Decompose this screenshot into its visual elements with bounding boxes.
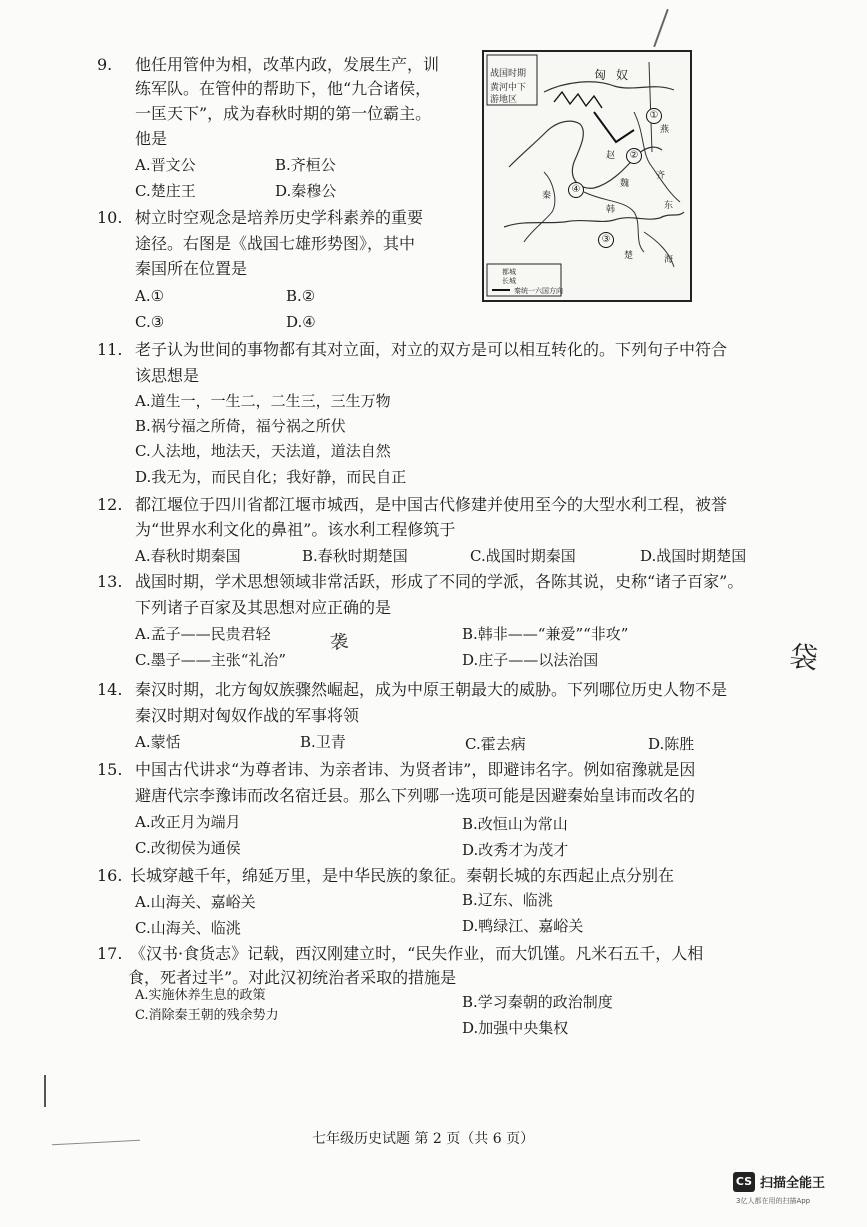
question-11-option-d: D.我无为，而民自化；我好静，而民自正 <box>135 468 407 486</box>
question-11-option-c: C.人法地，地法天，天法道，道法自然 <box>135 442 391 460</box>
map-label-qin: 秦 <box>542 191 552 201</box>
question-16-option-a: A.山海关、嘉峪关 <box>135 893 256 911</box>
handwritten-mark-xi: 袭 <box>328 630 350 655</box>
map-marker-4: ④ <box>568 182 584 198</box>
question-15-option-b: B.改恒山为常山 <box>462 815 568 833</box>
map-header-1: 战国 <box>490 69 509 79</box>
question-10-option-b: B.② <box>286 287 316 305</box>
question-9-option-b: B.齐桓公 <box>275 156 336 174</box>
question-15-line-1: 中国古代讲求“为尊者讳、为亲者讳、为贤者讳”，即避讳名字。例如宿豫就是因 <box>135 760 696 779</box>
warring-states-map <box>482 50 692 302</box>
question-15-option-d: D.改秀才为茂才 <box>462 841 569 859</box>
map-label-nu: 奴 <box>616 68 629 82</box>
map-label-hai: 海 <box>664 255 674 265</box>
question-12-option-b: B.春秋时期楚国 <box>302 547 408 565</box>
question-14-option-c: C.霍去病 <box>465 735 526 753</box>
question-11-option-a: A.道生一，一生二，二生三，三生万物 <box>135 392 391 410</box>
question-9-option-d: D.秦穆公 <box>275 182 337 200</box>
question-15-option-a: A.改正月为端月 <box>135 813 241 831</box>
scanner-logo-tagline: 3亿人都在用的扫描App <box>736 1197 811 1205</box>
scanner-logo-badge: CS <box>733 1172 755 1192</box>
map-label-zhao: 赵 <box>606 151 616 161</box>
question-17-option-a: A.实施休养生息的政策 <box>135 988 266 1003</box>
question-16-option-c: C.山海关、临洮 <box>135 919 241 937</box>
question-17-option-b: B.学习秦朝的政治制度 <box>462 993 613 1011</box>
question-16-number: 16. <box>97 866 123 885</box>
question-17-number: 17. <box>97 944 123 963</box>
question-10-option-c: C.③ <box>135 313 165 331</box>
map-marker-1: ① <box>646 108 662 124</box>
map-label-han: 韩 <box>606 205 616 215</box>
question-12-option-a: A.春秋时期秦国 <box>135 547 241 565</box>
scanner-logo-name: 扫描全能王 <box>760 1176 826 1191</box>
question-14-number: 14. <box>97 680 123 699</box>
question-10-option-d: D.④ <box>286 313 316 331</box>
map-legend-wall: 长城 <box>502 277 516 285</box>
question-17-line-1: 《汉书·食货志》记载，西汉刚建立时，“民失作业，而大饥馑。凡米石五千，人相 <box>130 944 704 963</box>
question-10-line-2: 途径。右图是《战国七雄形势图》，其中 <box>135 234 416 253</box>
scan-mark-horizontal <box>52 1140 140 1146</box>
map-label-wei: 魏 <box>620 179 630 189</box>
question-9-line-4: 他是 <box>135 129 168 148</box>
question-16-line-1: 长城穿越千年，绵延万里，是中华民族的象征。秦朝长城的东西起止点分别在 <box>130 866 675 885</box>
question-13-option-d: D.庄子——以法治国 <box>462 651 599 669</box>
question-12-option-d: D.战国时期楚国 <box>640 547 747 565</box>
scan-mark-top <box>653 9 669 47</box>
question-14-line-1: 秦汉时期，北方匈奴族骤然崛起，成为中原王朝最大的威胁。下列哪位历史人物不是 <box>135 680 728 699</box>
question-14-option-a: A.蒙恬 <box>135 733 181 751</box>
question-13-number: 13. <box>97 572 123 591</box>
question-14-line-2: 秦汉时期对匈奴作战的军事将领 <box>135 706 360 725</box>
question-16-option-d: D.鸭绿江、嘉峪关 <box>462 917 584 935</box>
scanner-logo <box>733 1170 848 1210</box>
question-10-option-a: A.① <box>135 287 165 305</box>
question-15-number: 15. <box>97 760 123 779</box>
map-label-xiong: 匈 <box>594 68 607 82</box>
map-header-4: 中下 <box>508 83 527 93</box>
question-9-line-1: 他任用管仲为相，改革内政，发展生产，训 <box>135 55 440 74</box>
question-13-line-1: 战国时期，学术思想领域非常活跃，形成了不同的学派，各陈其说，史称“诸子百家”。 <box>135 572 744 591</box>
question-13-option-a: A.孟子——民贵君轻 <box>135 625 271 643</box>
map-label-qi: 齐 <box>656 171 666 181</box>
map-label-yan: 燕 <box>660 125 670 135</box>
map-label-chu: 楚 <box>624 251 634 261</box>
question-11-line-1: 老子认为世间的事物都有其对立面，对立的双方是可以相互转化的。下列句子中符合 <box>135 340 728 359</box>
map-header-5: 游地区 <box>490 95 518 105</box>
question-12-number: 12. <box>97 495 123 514</box>
map-label-dong: 东 <box>664 201 674 211</box>
question-11-option-b: B.祸兮福之所倚，福兮祸之所伏 <box>135 417 346 435</box>
map-marker-2: ② <box>626 148 642 164</box>
page-footer: 七年级历史试题 第 2 页（共 6 页） <box>312 1131 535 1147</box>
handwritten-mark-dai: 袋 <box>788 639 820 676</box>
question-10-number: 10. <box>97 208 123 227</box>
question-11-number: 11. <box>97 340 123 359</box>
question-17-line-2: 食，死者过半”。对此汉初统治者采取的措施是 <box>128 968 457 987</box>
map-header-2: 时期 <box>508 69 527 79</box>
question-13-option-b: B.韩非——“兼爱”“非攻” <box>462 625 629 643</box>
question-10-line-3: 秦国所在位置是 <box>135 259 248 278</box>
question-15-option-c: C.改彻侯为通侯 <box>135 839 241 857</box>
question-17-option-d: D.加强中央集权 <box>462 1019 569 1037</box>
question-17-option-c: C.消除秦王朝的残余势力 <box>135 1008 279 1023</box>
question-9-option-c: C.楚庄王 <box>135 182 196 200</box>
question-10-line-1: 树立时空观念是培养历史学科素养的重要 <box>135 208 424 227</box>
question-13-line-2: 下列诸子百家及其思想对应正确的是 <box>135 598 392 617</box>
question-11-line-2: 该思想是 <box>135 366 200 385</box>
question-16-option-b: B.辽东、临洮 <box>462 891 553 909</box>
question-12-line-1: 都江堰位于四川省都江堰市城西，是中国古代修建并使用至今的大型水利工程，被誉 <box>135 495 728 514</box>
map-legend-capital: 都城 <box>502 268 516 276</box>
question-12-option-c: C.战国时期秦国 <box>470 547 576 565</box>
map-marker-3: ③ <box>598 232 614 248</box>
question-13-option-c: C.墨子——主张“礼治” <box>135 651 287 669</box>
map-legend-direction: 秦统一六国方向 <box>514 287 563 295</box>
question-12-line-2: 为“世界水利文化的鼻祖”。该水利工程修筑于 <box>135 520 456 539</box>
question-14-option-b: B.卫青 <box>300 733 346 751</box>
map-header-3: 黄河 <box>490 83 509 93</box>
scan-mark-vertical <box>44 1075 46 1107</box>
question-9-line-3: 一匡天下”，成为春秋时期的第一位霸主。 <box>135 104 432 123</box>
question-14-option-d: D.陈胜 <box>648 735 695 753</box>
question-9-option-a: A.晋文公 <box>135 156 196 174</box>
question-9-line-2: 练军队。在管仲的帮助下，他“九合诸侯， <box>135 79 432 98</box>
question-15-line-2: 避唐代宗李豫讳而改名宿迁县。那么下列哪一选项可能是因避秦始皇讳而改名的 <box>135 786 696 805</box>
question-9-number: 9. <box>97 55 113 74</box>
